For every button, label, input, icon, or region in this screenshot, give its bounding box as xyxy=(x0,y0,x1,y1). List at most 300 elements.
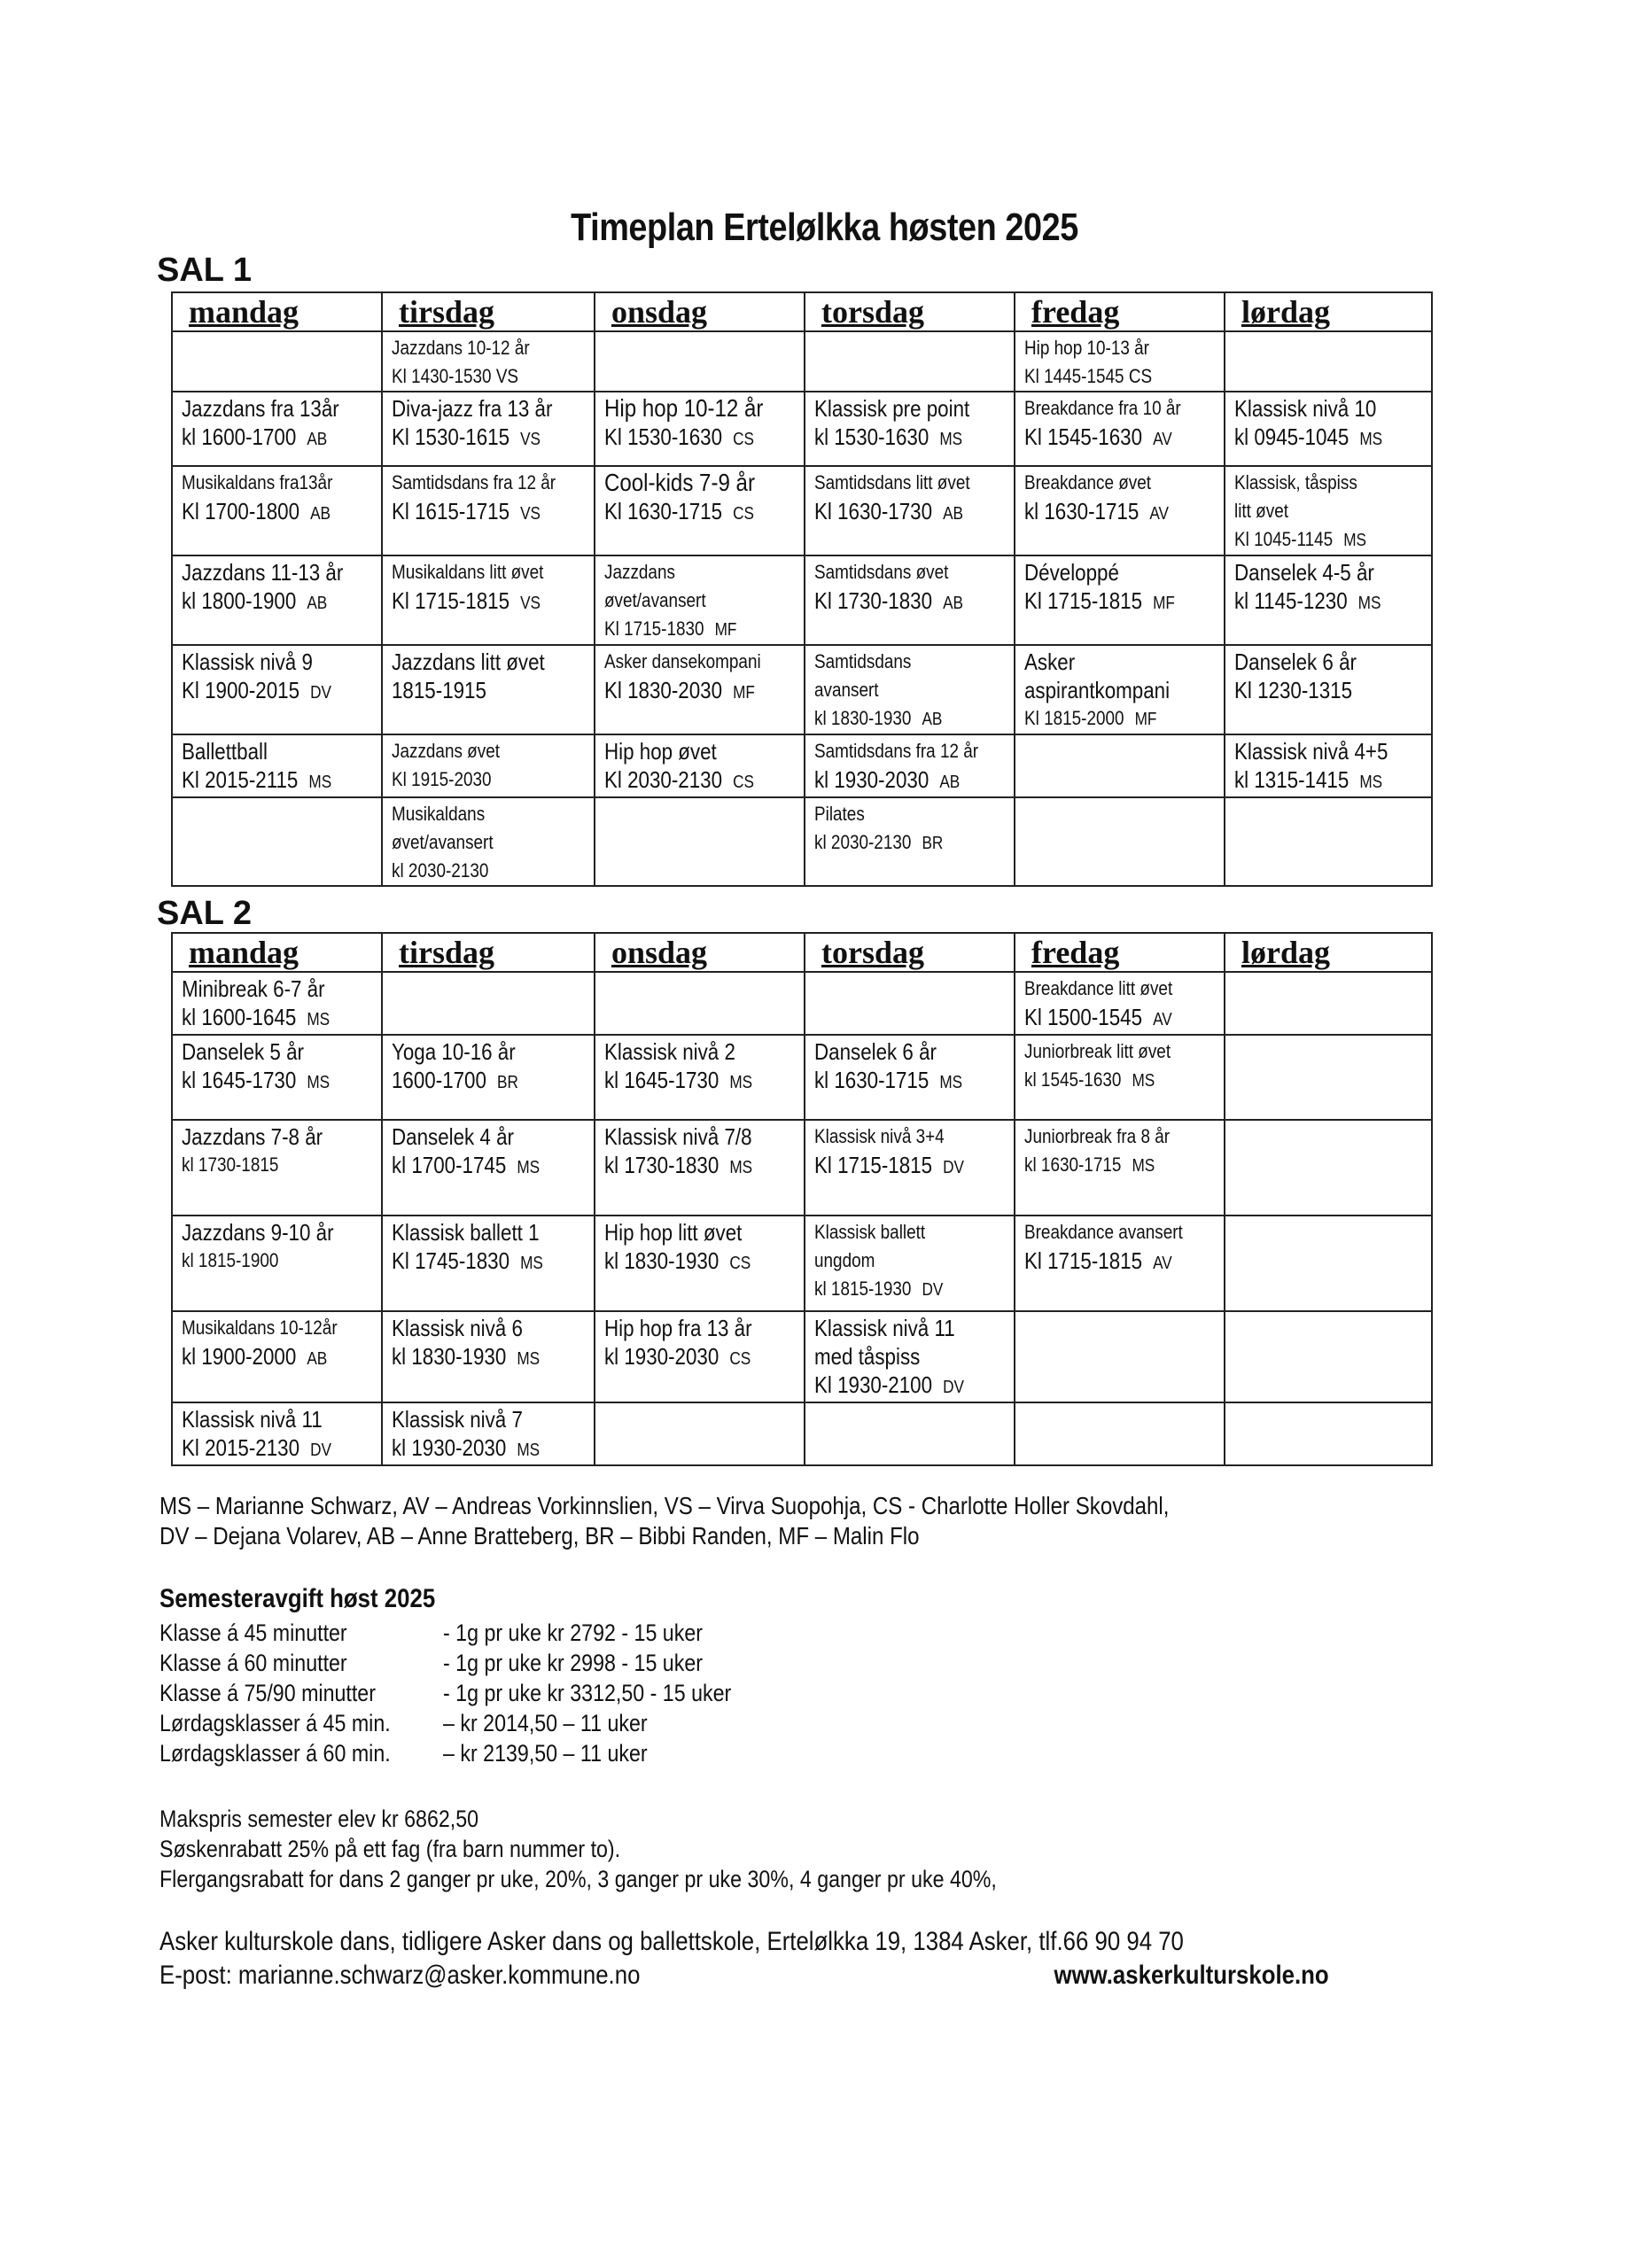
class-text: Développé xyxy=(1024,559,1119,586)
class-text: Kl 1615-1715 xyxy=(392,498,510,524)
teacher-code: AV xyxy=(1149,504,1170,524)
class-line xyxy=(1024,975,1190,1003)
class-line xyxy=(392,737,559,765)
class-line xyxy=(604,1151,770,1182)
class-line xyxy=(1024,1151,1190,1180)
max-price-note: Makspris semester elev kr 6862,50 xyxy=(159,1806,479,1832)
class-line xyxy=(392,1037,559,1066)
teacher-code: MS xyxy=(1359,773,1383,792)
class-text: 1600-1700 xyxy=(392,1067,486,1093)
class-line xyxy=(182,1122,347,1151)
schedule-cell xyxy=(1015,734,1225,797)
schedule-cell xyxy=(1225,1120,1432,1216)
schedule-row xyxy=(172,392,1432,466)
class-text: kl 1730-1830 xyxy=(604,1152,719,1178)
schedule-cell xyxy=(172,1216,382,1311)
class-line xyxy=(604,1247,770,1278)
class-line xyxy=(392,362,559,391)
sibling-discount-note: Søskenrabatt 25% på ett fag (fra barn nummer to). xyxy=(159,1836,621,1862)
class-line xyxy=(1024,497,1190,528)
class-text: Musikaldans 10-12år xyxy=(182,1317,338,1339)
teacher-code: MS xyxy=(1132,1156,1155,1176)
class-line xyxy=(1234,525,1397,555)
class-text: Yoga 10-16 år xyxy=(392,1038,516,1065)
schedule-row xyxy=(172,331,1432,392)
day-header: lørdag xyxy=(1225,933,1432,972)
address: Asker kulturskole dans, tidligere Asker dans og ballettskole, Ertelølkka 19, 1384 Asker, tlf.66 90 94 70 xyxy=(159,1927,1184,1956)
class-line xyxy=(182,423,347,454)
class-text: aspirantkompani xyxy=(1024,677,1171,703)
teacher-code: CS xyxy=(733,773,754,792)
class-line xyxy=(182,975,347,1003)
class-text: Kl 1715-1830 xyxy=(604,617,704,640)
class-text: Asker xyxy=(1024,649,1076,675)
teacher-code: MS xyxy=(517,1158,541,1177)
teacher-code: AV xyxy=(1153,430,1172,449)
schedule-cell xyxy=(382,645,595,734)
class-line xyxy=(814,737,980,765)
class-text: 1815-1915 xyxy=(392,677,486,703)
teacher-code: MS xyxy=(1357,594,1381,613)
schedule-cell xyxy=(1225,466,1432,555)
schedule-cell xyxy=(382,797,595,886)
teacher-code: CS xyxy=(729,1349,751,1369)
schedule-cell xyxy=(805,1035,1015,1120)
schedule-cell xyxy=(595,1035,805,1120)
class-line xyxy=(1024,648,1190,676)
class-line xyxy=(182,1433,347,1464)
teacher-code: DV xyxy=(922,1280,944,1300)
schedule-row xyxy=(172,734,1432,797)
class-line xyxy=(182,1314,347,1342)
fees-section xyxy=(159,1584,778,1768)
schedule-cell xyxy=(172,392,382,466)
class-text: kl 1645-1730 xyxy=(182,1067,297,1093)
class-line xyxy=(392,586,559,617)
schedule-cell xyxy=(595,1216,805,1311)
schedule-row xyxy=(172,972,1432,1035)
class-line xyxy=(814,1314,980,1342)
class-text: kl 1545-1630 xyxy=(1024,1068,1122,1091)
class-line xyxy=(182,469,347,497)
class-line xyxy=(814,469,980,497)
fee-name: Klasse á 60 minutter xyxy=(159,1650,347,1676)
class-line xyxy=(814,1342,980,1371)
class-text: kl 1815-1930 xyxy=(814,1278,912,1300)
teacher-code: MS xyxy=(307,1073,331,1092)
class-text: Hip hop fra 13 år xyxy=(604,1315,752,1341)
schedule-cell xyxy=(1225,797,1432,886)
class-text: Kl 1715-1815 xyxy=(392,587,510,614)
schedule-cell xyxy=(805,331,1015,392)
class-text: kl 1630-1715 xyxy=(1024,1153,1122,1176)
class-line xyxy=(392,423,559,454)
class-line xyxy=(392,676,559,704)
class-line xyxy=(182,1003,347,1034)
schedule-cell xyxy=(595,555,805,645)
schedule-cell xyxy=(595,392,805,466)
class-line xyxy=(1234,765,1397,796)
class-line xyxy=(392,497,559,528)
class-text: Danselek 6 år xyxy=(814,1038,937,1065)
class-line xyxy=(182,586,347,617)
day-header: mandag xyxy=(172,292,382,331)
schedule-cell xyxy=(805,555,1015,645)
class-line xyxy=(182,765,347,796)
schedule-cell xyxy=(382,1402,595,1465)
class-line xyxy=(814,704,980,734)
website-link[interactable]: www.askerkulturskole.no xyxy=(1054,1961,1329,1990)
teacher-code: MF xyxy=(714,620,737,640)
class-line xyxy=(1234,423,1397,454)
schedule-cell xyxy=(172,645,382,734)
teacher-code: CS xyxy=(733,430,754,449)
class-line xyxy=(814,828,980,858)
class-line xyxy=(1234,676,1397,704)
class-line xyxy=(1024,1218,1190,1247)
class-line xyxy=(814,1066,980,1097)
class-line xyxy=(604,1037,770,1066)
class-line xyxy=(1024,394,1190,423)
class-line xyxy=(392,469,559,497)
schedule-cell xyxy=(172,1402,382,1465)
class-text: Samtidsdans litt øvet xyxy=(814,471,970,493)
teacher-code: MS xyxy=(729,1158,753,1177)
teacher-code: AB xyxy=(307,594,328,613)
class-text: Samtidsdans xyxy=(814,650,912,672)
fee-price: – kr 2139,50 – 11 uker xyxy=(443,1740,648,1767)
class-text: Kl 1830-2030 xyxy=(604,677,723,703)
schedule-cell xyxy=(382,392,595,466)
class-text: Samtidsdans fra 12 år xyxy=(392,471,556,493)
class-line xyxy=(392,1342,559,1373)
class-text: Jazzdans 11-13 år xyxy=(182,559,344,586)
notes-section xyxy=(159,1804,1133,1894)
teacher-code: BR xyxy=(922,834,944,853)
schedule-cell xyxy=(382,1311,595,1402)
class-line xyxy=(814,1371,980,1402)
teacher-code: MS xyxy=(939,1073,963,1092)
fee-name: Lørdagsklasser á 45 min. xyxy=(159,1710,391,1736)
class-line xyxy=(814,1122,980,1151)
day-header: tirsdag xyxy=(382,292,595,331)
class-line xyxy=(604,1342,770,1373)
class-line xyxy=(182,1037,347,1066)
class-line xyxy=(604,737,770,765)
class-line xyxy=(1024,676,1190,704)
schedule-cell xyxy=(382,331,595,392)
class-text: Kl 1715-1815 xyxy=(1024,1247,1143,1274)
schedule-cell xyxy=(595,1120,805,1216)
class-text: Samtidsdans øvet xyxy=(814,561,949,583)
class-text: Kl 1900-2015 xyxy=(182,677,300,703)
schedule-row xyxy=(172,555,1432,645)
day-header: torsdag xyxy=(805,933,1015,972)
class-text: Klassisk nivå 3+4 xyxy=(814,1125,945,1147)
teacher-code: AB xyxy=(943,594,964,613)
schedule-cell xyxy=(1015,645,1225,734)
class-line xyxy=(182,676,347,707)
day-header: tirsdag xyxy=(382,933,595,972)
schedule-row xyxy=(172,645,1432,734)
schedule-cell xyxy=(1015,1216,1225,1311)
schedule-cell xyxy=(1015,1120,1225,1216)
schedule-cell xyxy=(382,734,595,797)
class-line xyxy=(392,1066,559,1097)
class-text: Klassisk nivå 10 xyxy=(1234,395,1377,422)
class-text: Kl 1915-2030 xyxy=(392,768,492,790)
schedule-cell xyxy=(1015,331,1225,392)
class-line xyxy=(604,497,770,528)
fee-price: - 1g pr uke kr 2792 - 15 uker xyxy=(443,1619,703,1646)
schedule-cell xyxy=(382,555,595,645)
class-line xyxy=(392,394,559,423)
class-text: Kl 2015-2130 xyxy=(182,1434,300,1461)
day-header: onsdag xyxy=(595,292,805,331)
sal1-schedule-table xyxy=(171,291,1433,887)
class-text: Kl 1715-1815 xyxy=(814,1152,933,1178)
class-text: kl 1700-1745 xyxy=(392,1152,507,1178)
class-text: Musikaldans fra13år xyxy=(182,471,333,493)
class-line xyxy=(392,1122,559,1151)
class-text: kl 2030-2130 xyxy=(392,859,489,882)
class-line xyxy=(604,676,770,707)
schedule-cell xyxy=(595,1311,805,1402)
class-text: Jazzdans litt øvet xyxy=(392,649,545,675)
day-header: fredag xyxy=(1015,292,1225,331)
class-line xyxy=(1024,423,1190,454)
schedule-cell xyxy=(1225,392,1432,466)
class-text: kl 1900-2000 xyxy=(182,1343,297,1370)
multi-class-discount-note: Flergangsrabatt for dans 2 ganger pr uke, 20%, 3 ganger pr uke 30%, 4 ganger pr uke 40%, xyxy=(159,1866,997,1892)
teacher-code: MS xyxy=(729,1073,753,1092)
email: E-post: marianne.schwarz@asker.kommune.no xyxy=(159,1961,641,1990)
class-text: Kl 1430-1530 VS xyxy=(392,365,519,387)
class-text: Klassisk nivå 7 xyxy=(392,1406,523,1433)
teacher-code: BR xyxy=(496,1073,518,1092)
class-text: kl 1645-1730 xyxy=(604,1067,719,1093)
schedule-cell xyxy=(1225,331,1432,392)
class-line xyxy=(604,1122,770,1151)
day-header-row xyxy=(172,933,1432,972)
class-text: Jazzdans 7-8 år xyxy=(182,1123,323,1150)
schedule-cell xyxy=(1225,1311,1432,1402)
day-header: onsdag xyxy=(595,933,805,972)
sal2-schedule-table xyxy=(171,932,1433,1466)
schedule-cell xyxy=(805,1120,1015,1216)
class-line xyxy=(814,800,980,828)
class-text: Kl 1745-1830 xyxy=(392,1247,510,1274)
schedule-cell xyxy=(805,1216,1015,1311)
schedule-cell xyxy=(1015,555,1225,645)
schedule-cell xyxy=(1225,645,1432,734)
teacher-code: AB xyxy=(307,430,328,449)
class-line xyxy=(182,1066,347,1097)
class-text: Asker dansekompani xyxy=(604,650,761,672)
schedule-cell xyxy=(382,1120,595,1216)
class-line xyxy=(604,558,770,586)
class-line xyxy=(604,615,770,644)
class-text: kl 1930-2030 xyxy=(604,1343,719,1370)
class-text: Hip hop 10-12 år xyxy=(604,394,764,422)
class-line xyxy=(814,558,980,586)
schedule-cell xyxy=(172,734,382,797)
teacher-code: DV xyxy=(943,1378,964,1397)
class-text: Kl 1715-1815 xyxy=(1024,587,1143,614)
schedule-row xyxy=(172,1216,1432,1311)
teacher-code: MS xyxy=(307,1010,331,1029)
class-text: Kl 1230-1315 xyxy=(1234,677,1353,703)
schedule-cell xyxy=(1015,1402,1225,1465)
class-line xyxy=(1024,334,1190,362)
class-text: Hip hop litt øvet xyxy=(604,1219,743,1246)
schedule-cell xyxy=(1015,392,1225,466)
class-text: kl 1630-1715 xyxy=(814,1067,930,1093)
class-text: Minibreak 6-7 år xyxy=(182,975,325,1002)
class-text: Klassisk nivå 2 xyxy=(604,1038,735,1065)
teacher-code: AV xyxy=(1153,1010,1172,1029)
schedule-cell xyxy=(595,1402,805,1465)
class-text: kl 2030-2130 xyxy=(814,831,912,853)
class-text: Kl 1815-2000 xyxy=(1024,707,1124,729)
class-line xyxy=(1234,469,1397,497)
schedule-cell xyxy=(382,466,595,555)
class-text: kl 1530-1630 xyxy=(814,423,930,450)
schedule-row xyxy=(172,1120,1432,1216)
class-text: Breakdance fra 10 år xyxy=(1024,397,1181,419)
class-line xyxy=(182,497,347,528)
class-line xyxy=(1024,362,1190,391)
class-text: Cool-kids 7-9 år xyxy=(604,469,755,496)
schedule-cell xyxy=(805,645,1015,734)
teacher-code: DV xyxy=(943,1158,964,1177)
class-line xyxy=(392,1247,559,1278)
day-header-row xyxy=(172,292,1432,331)
schedule-cell xyxy=(595,645,805,734)
class-text: Ballettball xyxy=(182,738,268,765)
class-line xyxy=(392,648,559,676)
fee-price: - 1g pr uke kr 3312,50 - 15 uker xyxy=(443,1680,732,1706)
class-text: Pilates xyxy=(814,803,865,825)
class-text: Danselek 5 år xyxy=(182,1038,304,1065)
class-line xyxy=(182,1151,347,1179)
teacher-code: MF xyxy=(1153,594,1175,613)
class-text: Kl 1445-1545 CS xyxy=(1024,365,1153,387)
schedule-cell xyxy=(172,1035,382,1120)
day-header: fredag xyxy=(1015,933,1225,972)
teacher-code: MF xyxy=(733,683,755,703)
class-text: Hip hop 10-13 år xyxy=(1024,337,1149,359)
class-text: Jazzdans 10-12 år xyxy=(392,337,530,359)
class-text: Breakdance avansert xyxy=(1024,1221,1183,1243)
class-line xyxy=(1024,1247,1190,1278)
class-text: Juniorbreak litt øvet xyxy=(1024,1040,1171,1062)
class-line xyxy=(392,334,559,362)
class-text: litt øvet xyxy=(1234,500,1288,522)
class-text: Kl 2015-2115 xyxy=(182,766,299,793)
schedule-cell xyxy=(172,466,382,555)
class-line xyxy=(814,497,980,528)
class-line xyxy=(182,394,347,423)
class-text: avansert xyxy=(814,679,879,701)
schedule-cell xyxy=(382,1035,595,1120)
class-text: Kl 1630-1715 xyxy=(604,498,723,524)
schedule-cell xyxy=(1015,1035,1225,1120)
class-line xyxy=(604,586,770,615)
class-line xyxy=(814,648,980,676)
class-text: Klassisk nivå 11 xyxy=(182,1406,323,1433)
class-text: Danselek 6 år xyxy=(1234,649,1357,675)
class-text: Kl 1700-1800 xyxy=(182,498,300,524)
class-line xyxy=(1234,497,1397,525)
teacher-code: VS xyxy=(520,594,541,613)
class-text: Klassisk ballett 1 xyxy=(392,1219,540,1246)
class-line xyxy=(392,1314,559,1342)
class-line xyxy=(392,1218,559,1247)
schedule-cell xyxy=(1225,1216,1432,1311)
schedule-cell xyxy=(595,331,805,392)
schedule-cell xyxy=(1015,1311,1225,1402)
class-line xyxy=(392,800,559,828)
fees-title: Semesteravgift høst 2025 xyxy=(159,1584,436,1613)
fee-row xyxy=(159,1618,778,1648)
teacher-code: CS xyxy=(733,504,754,524)
teacher-code: AB xyxy=(307,1349,328,1369)
class-text: Kl 1500-1545 xyxy=(1024,1004,1143,1030)
class-line xyxy=(1024,1037,1190,1066)
class-line xyxy=(814,1247,980,1275)
class-line xyxy=(604,469,770,497)
sal2-label: SAL 2 xyxy=(157,895,253,932)
teacher-code: AB xyxy=(922,710,943,729)
class-text: kl 1930-2030 xyxy=(392,1434,507,1461)
class-line xyxy=(604,1314,770,1342)
class-line xyxy=(1234,737,1397,765)
class-line xyxy=(392,828,559,857)
class-line xyxy=(1234,586,1397,617)
class-line xyxy=(604,1066,770,1097)
class-line xyxy=(392,1151,559,1182)
schedule-cell xyxy=(172,331,382,392)
class-line xyxy=(604,1218,770,1247)
teacher-code: AB xyxy=(310,504,331,524)
class-line xyxy=(814,1275,980,1304)
teacher-code: CS xyxy=(729,1254,751,1273)
teacher-code: VS xyxy=(520,504,541,524)
class-text: Musikaldans xyxy=(392,803,486,825)
fee-row xyxy=(159,1648,778,1678)
class-line xyxy=(814,676,980,704)
class-text: Danselek 4 år xyxy=(392,1123,514,1150)
class-text: Danselek 4-5 år xyxy=(1234,559,1374,586)
class-text: Jazzdans øvet xyxy=(392,740,500,762)
teacher-code: MS xyxy=(1359,430,1383,449)
schedule-cell xyxy=(172,1120,382,1216)
class-line xyxy=(1024,704,1190,734)
class-text: kl 1145-1230 xyxy=(1234,587,1348,614)
schedule-cell xyxy=(1225,1402,1432,1465)
class-text: Jazzdans 9-10 år xyxy=(182,1219,334,1246)
schedule-cell xyxy=(172,555,382,645)
class-text: Klassisk nivå 9 xyxy=(182,649,313,675)
class-text: Jazzdans xyxy=(604,561,675,583)
class-text: Kl 1930-2100 xyxy=(814,1371,933,1398)
class-text: Kl 2030-2130 xyxy=(604,766,723,793)
teacher-code: MS xyxy=(939,430,963,449)
class-line xyxy=(1024,586,1190,617)
class-line xyxy=(182,1342,347,1373)
class-line xyxy=(182,1218,347,1247)
